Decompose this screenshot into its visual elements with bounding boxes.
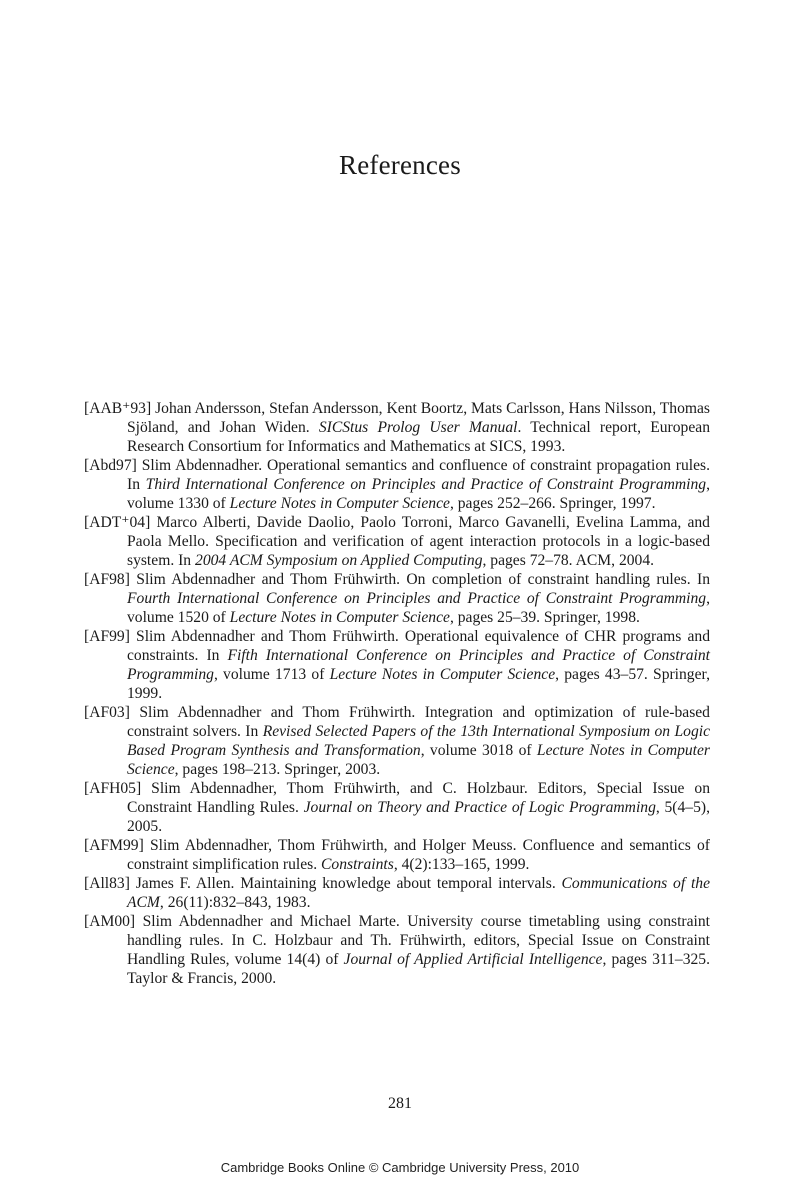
reference-entry [84, 703, 710, 779]
reference-entry [84, 779, 710, 836]
reference-key: [AFH05] [84, 780, 142, 797]
reference-italic-text: Lecture Notes in Computer Science [329, 666, 556, 683]
reference-italic-text: SICStus Prolog User Manual [318, 419, 518, 436]
reference-italic-text: 2004 ACM Symposium on Applied Computing [195, 552, 483, 569]
reference-key: [AF03] [84, 704, 130, 721]
reference-text: Slim Abdennadher, Thom Frühwirth, and Holger Meuss. Confluence and semantics of constraint simplification rules. [127, 837, 710, 873]
copyright-footer: Cambridge Books Online © Cambridge University Press, 2010 [220, 1160, 580, 1175]
reference-italic-text: Communications of the ACM [127, 875, 711, 911]
reference-italic-text: Constraints [321, 856, 394, 873]
reference-key: [AFM99] [84, 837, 144, 854]
reference-italic-text: Revised Selected Papers of the 13th International Symposium on Logic Based Program Synthesis and Transformation [127, 723, 710, 759]
reference-italic-text: Lecture Notes in Computer Science [229, 609, 450, 626]
reference-key: [AAB⁺93] [84, 400, 152, 417]
reference-entry [84, 874, 710, 912]
reference-italic-text: Lecture Notes in Computer Science [229, 495, 450, 512]
reference-entry [84, 627, 710, 703]
reference-entry [84, 513, 710, 570]
reference-key: [AF98] [84, 571, 130, 588]
reference-entry [84, 399, 710, 456]
reference-text: , 4(2):133–165, 1999. [393, 856, 530, 873]
reference-text: James F. Allen. Maintaining knowledge about temporal intervals. [135, 875, 562, 892]
reference-key: [ADT⁺04] [84, 514, 151, 531]
reference-key: [All83] [84, 875, 130, 892]
reference-text: Johan Andersson, Stefan Andersson, Kent Boortz, Mats Carlsson, Hans Nilsson, Thomas Sjöland, and Johan Widen. [127, 400, 710, 436]
reference-text: . Technical report, European Research Consortium for Informatics and Mathematics at SICS, 1993. [127, 419, 710, 455]
reference-italic-text: Lecture Notes in Computer Science [127, 742, 711, 778]
reference-key: [AF99] [84, 628, 130, 645]
reference-italic-text: Journal of Applied Artificial Intelligence [343, 951, 603, 968]
reference-text: Slim Abdennadher and Thom Frühwirth. Integration and optimization of rule-based constraint solvers. In [127, 704, 710, 740]
reference-text: Slim Abdennadher and Thom Frühwirth. On completion of constraint handling rules. In [136, 571, 710, 588]
reference-entry [84, 912, 710, 988]
reference-text: , volume 1713 of [213, 666, 330, 683]
reference-text: , pages 311–325. Taylor & Francis, 2000. [127, 951, 710, 987]
reference-entry [84, 570, 710, 627]
reference-text: , pages 25–39. Springer, 1998. [449, 609, 640, 626]
reference-text: Slim Abdennadher. Operational semantics and confluence of constraint propagation rules. In [127, 457, 710, 493]
reference-text: Slim Abdennadher, Thom Frühwirth, and C. Holzbaur. Editors, Special Issue on Constraint Handling Rules. [127, 780, 710, 816]
reference-text: Marco Alberti, Davide Daolio, Paolo Torroni, Marco Gavanelli, Evelina Lamma, and Paola Mello. Specification and verification of agent interaction protocols in a logic-based system. In [127, 514, 710, 569]
reference-text: , volume 3018 of [420, 742, 537, 759]
reference-text: , 26(11):832–843, 1983. [159, 894, 311, 911]
reference-entry [84, 836, 710, 874]
reference-list [84, 399, 710, 988]
reference-text: Slim Abdennadher and Michael Marte. University course timetabling using constraint handling rules. In C. Holzbaur and Th. Frühwirth, editors, Special Issue on Constraint Handling Rules, volume 14(4) of [127, 913, 710, 968]
reference-entry [84, 456, 710, 513]
reference-text: , 5(4–5), 2005. [127, 799, 710, 835]
reference-text: Slim Abdennadher and Thom Frühwirth. Operational equivalence of CHR programs and constraints. In [127, 628, 710, 664]
reference-italic-text: Fourth International Conference on Principles and Practice of Constraint Programming [127, 590, 707, 607]
reference-text: , pages 198–213. Springer, 2003. [174, 761, 381, 778]
reference-text: , pages 252–266. Springer, 1997. [449, 495, 656, 512]
reference-text: , pages 43–57. Springer, 1999. [127, 666, 710, 702]
reference-text: , pages 72–78. ACM, 2004. [482, 552, 655, 569]
reference-italic-text: Third International Conference on Principles and Practice of Constraint Programming [145, 476, 707, 493]
reference-key: [Abd97] [84, 457, 137, 474]
reference-italic-text: Journal on Theory and Practice of Logic Programming [303, 799, 656, 816]
page-number: 281 [388, 1095, 412, 1112]
reference-text: , volume 1520 of [127, 590, 710, 626]
reference-italic-text: Fifth International Conference on Principles and Practice of Constraint Programming [127, 647, 711, 683]
reference-key: [AM00] [84, 913, 136, 930]
page-title: References [339, 150, 461, 180]
reference-text: , volume 1330 of [127, 476, 710, 512]
